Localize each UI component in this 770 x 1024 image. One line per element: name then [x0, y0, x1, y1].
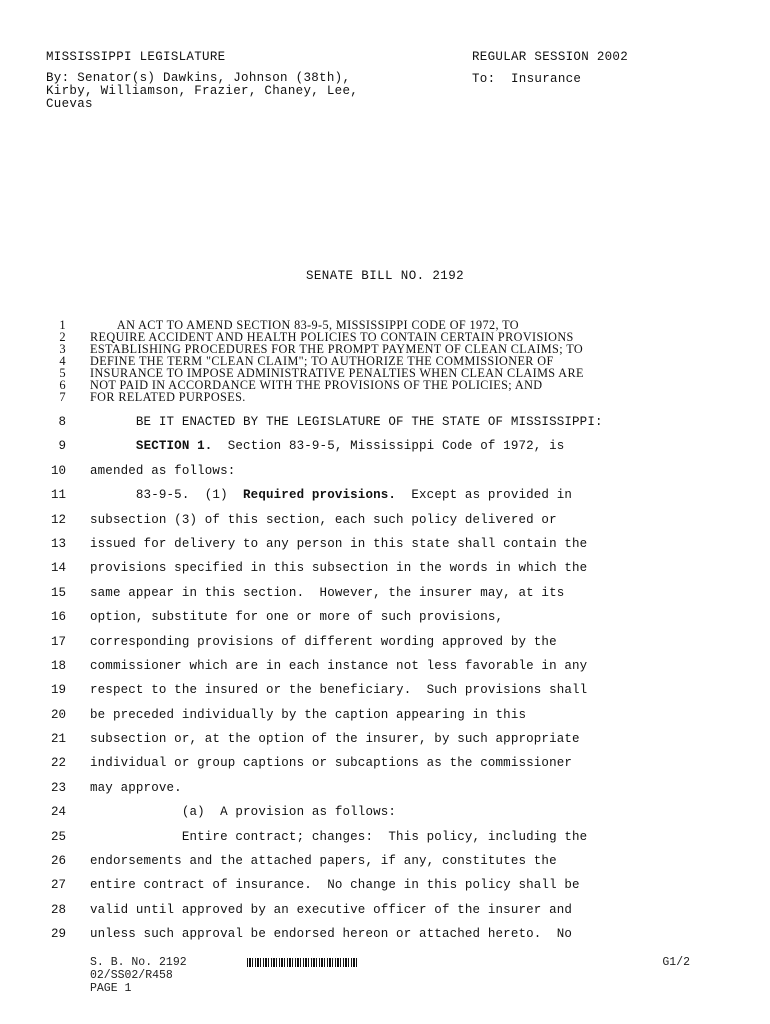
body-text-segment: (a) A provision as follows:	[90, 805, 397, 820]
title-line-text: INSURANCE TO IMPOSE ADMINISTRATIVE PENALTIES WHEN CLEAN CLAIMS ARE	[90, 366, 584, 380]
line-number: 22	[50, 756, 66, 771]
title-line-text: ESTABLISHING PROCEDURES FOR THE PROMPT PAYMENT OF CLEAN CLAIMS; TO	[90, 342, 584, 356]
line-number: 3	[59, 342, 66, 356]
line-number: 19	[50, 683, 66, 698]
body-line	[46, 898, 706, 922]
line-number: 9	[58, 439, 66, 454]
body-text-segment: entire contract of insurance. No change in this policy shall be	[90, 878, 580, 893]
body-line	[46, 703, 706, 727]
bill-body-text	[46, 410, 706, 947]
footer-version: G1/2	[662, 956, 690, 969]
body-line	[46, 483, 706, 507]
body-line-text	[90, 898, 572, 922]
body-line	[46, 581, 706, 605]
body-line-text	[90, 678, 587, 702]
body-line	[46, 508, 706, 532]
body-text-segment: option, substitute for one or more of such provisions,	[90, 610, 504, 625]
body-text-segment: Section 83-9-5, Mississippi Code of 1972, is	[212, 439, 565, 454]
body-text-segment: amended as follows:	[90, 463, 236, 478]
title-line-text: REQUIRE ACCIDENT AND HEALTH POLICIES TO CONTAIN CERTAIN PROVISIONS	[90, 330, 574, 344]
body-line-text	[90, 873, 580, 897]
title-line-text: NOT PAID IN ACCORDANCE WITH THE PROVISIONS OF THE POLICIES; AND	[90, 378, 543, 392]
body-text-segment: subsection (3) of this section, each such policy delivered or	[90, 512, 557, 527]
bill-title-block	[46, 319, 706, 403]
session-heading: REGULAR SESSION 2002	[472, 50, 629, 64]
body-line-text	[90, 532, 587, 556]
line-number: 7	[59, 390, 66, 404]
body-line	[46, 751, 706, 775]
line-number: 21	[50, 732, 66, 747]
body-line	[46, 776, 706, 800]
body-line-text	[90, 483, 572, 507]
body-line-text	[90, 776, 182, 800]
body-text-segment: 83-9-5. (1)	[90, 488, 244, 503]
title-line-text: FOR RELATED PURPOSES.	[90, 390, 246, 404]
line-number: 24	[50, 805, 66, 820]
title-line-text: DEFINE THE TERM "CLEAN CLAIM"; TO AUTHORIZE THE COMMISSIONER OF	[90, 354, 554, 368]
line-number: 17	[50, 634, 66, 649]
body-text-segment: provisions specified in this subsection in the words in which the	[90, 561, 588, 576]
line-number: 28	[50, 902, 66, 917]
line-number: 25	[50, 829, 66, 844]
body-line	[46, 605, 706, 629]
footer-code: 02/SS02/R458	[90, 969, 173, 982]
body-line-text	[90, 508, 557, 532]
body-line	[46, 459, 706, 483]
line-number: 5	[59, 366, 66, 380]
line-number: 10	[50, 463, 66, 478]
body-line	[46, 873, 706, 897]
body-line	[46, 800, 706, 824]
body-text-segment: individual or group captions or subcaptions as the commissioner	[90, 756, 573, 771]
sponsors-list: By: Senator(s) Dawkins, Johnson (38th), Kirby, Williamson, Frazier, Chaney, Lee, Cuevas	[46, 71, 359, 111]
line-number: 12	[50, 512, 66, 527]
line-number: 4	[59, 354, 66, 368]
body-text-segment: be preceded individually by the caption appearing in this	[90, 707, 527, 722]
line-number: 15	[50, 585, 66, 600]
body-text-segment: Except as provided in	[396, 488, 573, 503]
line-number: 20	[50, 707, 66, 722]
body-line	[46, 727, 706, 751]
body-line-text	[90, 703, 526, 727]
body-line-text	[90, 630, 557, 654]
body-line-text	[90, 581, 564, 605]
title-line	[46, 391, 706, 403]
body-line-text	[90, 434, 564, 458]
line-number: 1	[59, 318, 66, 332]
body-line-text	[90, 922, 572, 946]
body-line-text	[90, 849, 557, 873]
line-number: 2	[59, 330, 66, 344]
line-number: 29	[50, 927, 66, 942]
line-number: 16	[50, 610, 66, 625]
line-number: 6	[59, 378, 66, 392]
line-number: 8	[58, 415, 66, 429]
body-line	[46, 654, 706, 678]
body-line-text	[90, 825, 587, 849]
body-text-segment: BE IT ENACTED BY THE LEGISLATURE OF THE STATE OF MISSISSIPPI:	[90, 415, 603, 429]
line-number: 11	[50, 488, 66, 503]
body-line-text	[90, 751, 572, 775]
body-line	[46, 434, 706, 458]
body-line	[46, 849, 706, 873]
body-line	[46, 922, 706, 946]
footer-bill-ref: S. B. No. 2192	[90, 956, 187, 969]
footer-page-number: PAGE 1	[90, 982, 132, 995]
line-number: 23	[50, 780, 66, 795]
body-text-segment: subsection or, at the option of the insurer, by such appropriate	[90, 732, 580, 747]
line-number: 26	[50, 854, 66, 869]
body-line	[46, 825, 706, 849]
line-number: 18	[50, 658, 66, 673]
body-text-segment	[90, 439, 136, 453]
body-text-segment: corresponding provisions of different wording approved by the	[90, 634, 557, 649]
page-footer	[90, 956, 690, 995]
body-text-segment: endorsements and the attached papers, if any, constitutes the	[90, 854, 557, 869]
body-text-segment: commissioner which are in each instance not less favorable in any	[90, 658, 588, 673]
body-text-segment: may approve.	[90, 780, 182, 795]
body-line-text	[90, 605, 503, 629]
body-line-text	[90, 800, 396, 824]
title-line-text: AN ACT TO AMEND SECTION 83-9-5, MISSISSIPPI CODE OF 1972, TO	[90, 318, 519, 332]
line-number: 27	[50, 878, 66, 893]
bill-number-title: SENATE BILL NO. 2192	[305, 269, 465, 283]
legislature-heading: MISSISSIPPI LEGISLATURE	[46, 50, 226, 64]
body-line-text	[90, 410, 603, 434]
body-line	[46, 630, 706, 654]
body-text-segment: issued for delivery to any person in this state shall contain the	[90, 536, 588, 551]
body-line	[46, 556, 706, 580]
body-line-text	[90, 556, 587, 580]
committee-referral: To: Insurance	[472, 72, 582, 86]
body-line-text	[90, 459, 235, 483]
barcode-image	[247, 958, 357, 967]
body-text-segment: valid until approved by an executive officer of the insurer and	[90, 902, 573, 917]
body-text-segment: unless such approval be endorsed hereon or attached hereto. No	[90, 927, 573, 942]
body-line	[46, 410, 706, 434]
bold-caption: SECTION 1.	[135, 439, 213, 454]
bold-caption: Required provisions.	[243, 488, 397, 503]
body-line	[46, 532, 706, 556]
body-text-segment: same appear in this section. However, the insurer may, at its	[90, 585, 565, 600]
line-number: 13	[50, 536, 66, 551]
body-line-text	[90, 654, 587, 678]
body-line	[46, 678, 706, 702]
body-text-segment: respect to the insured or the beneficiary. Such provisions shall	[90, 683, 588, 698]
body-line-text	[90, 727, 580, 751]
line-number: 14	[50, 561, 66, 576]
body-text-segment: Entire contract; changes: This policy, including the	[90, 829, 588, 844]
